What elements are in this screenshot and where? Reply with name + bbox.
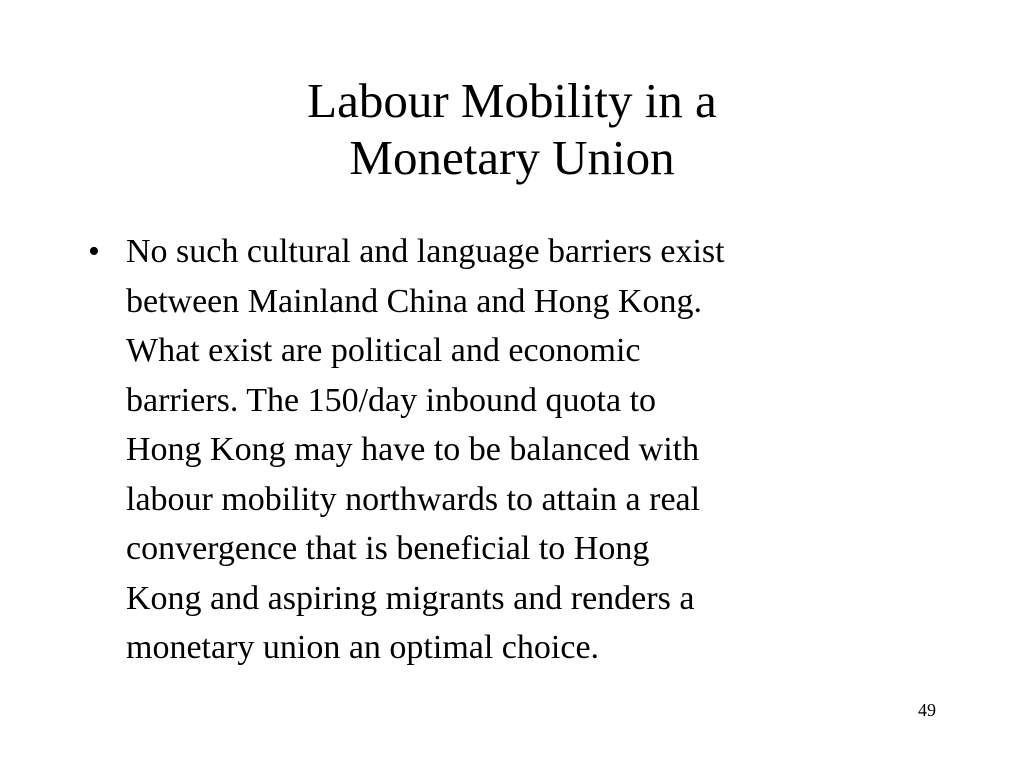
bullet-text-line: monetary union an optimal choice.: [126, 629, 600, 666]
page-number: 49: [918, 700, 936, 720]
bullet-text-line: No such cultural and language barriers exist: [126, 233, 725, 270]
bullet-text-line: Hong Kong may have to be balanced with: [126, 431, 700, 468]
slide-title: [0, 72, 1024, 186]
slide-title-line: Labour Mobility in a: [307, 73, 717, 128]
bullet-text-line: convergence that is beneficial to Hong: [126, 530, 650, 567]
bullet-point-icon: •: [88, 233, 100, 270]
bullet-item: [88, 227, 968, 673]
bullet-text-line: barriers. The 150/day inbound quota to: [126, 381, 657, 419]
bullet-text-line: What exist are political and economic: [126, 332, 641, 369]
slide-title-line: Monetary Union: [349, 130, 675, 185]
bullet-text-line: between Mainland China and Hong Kong.: [126, 282, 702, 320]
bullet-list: [88, 227, 968, 673]
bullet-text-line: Kong and aspiring migrants and renders a: [126, 579, 695, 617]
bullet-text-line: labour mobility northwards to attain a real: [126, 480, 701, 518]
